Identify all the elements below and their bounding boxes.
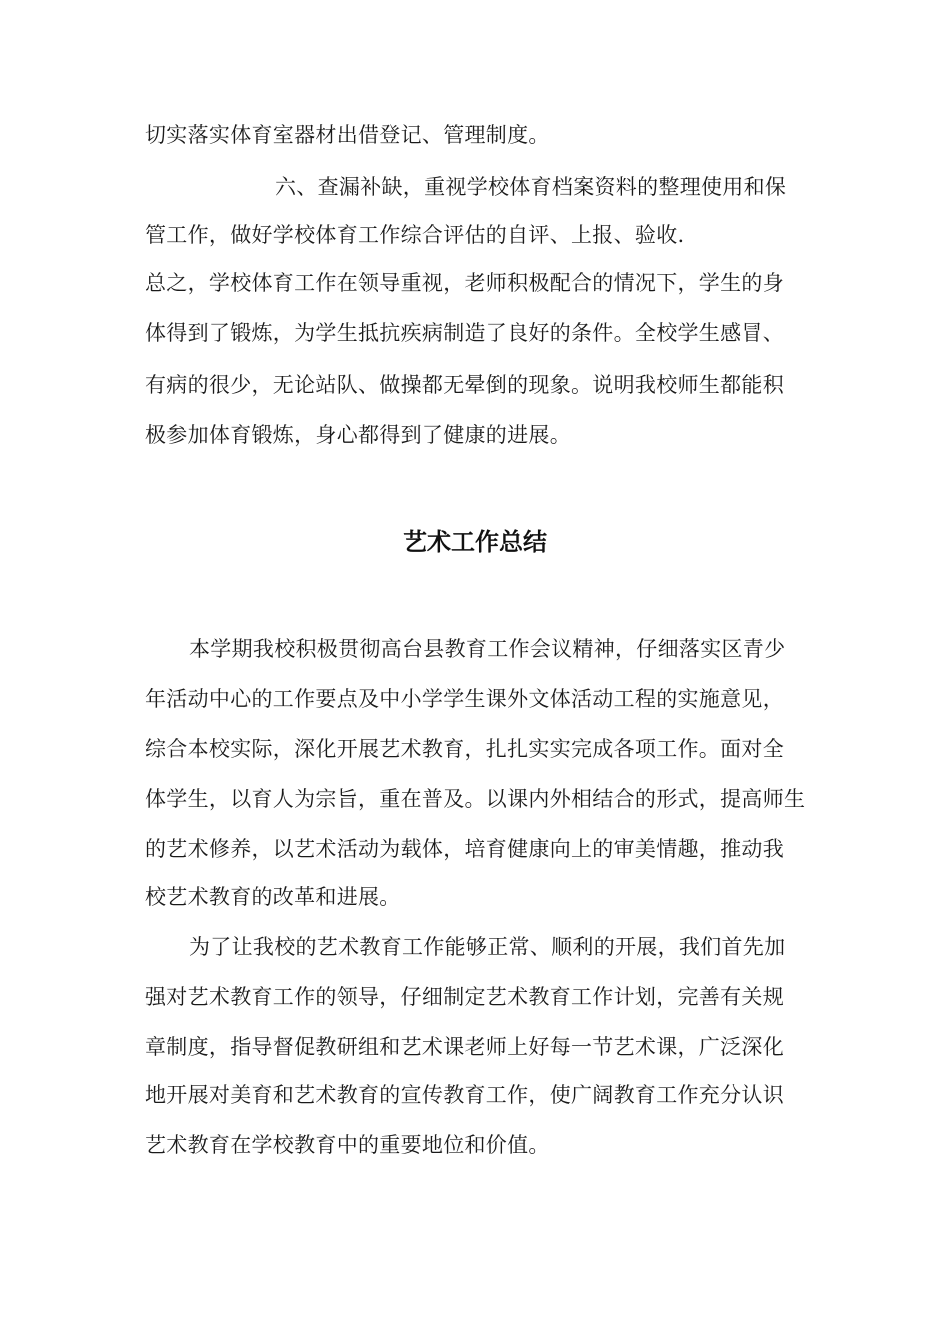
text-line: 总之，学校体育工作在领导重视，老师积极配合的情况下，学生的身 bbox=[145, 271, 784, 295]
text-line: 体学生，以育人为宗旨，重在普及。以课内外相结合的形式，提高师生 bbox=[145, 787, 806, 811]
text-line: 校艺术教育的改革和进展。 bbox=[145, 885, 401, 909]
text-line: 年活动中心的工作要点及中小学学生课外文体活动工程的实施意见， bbox=[145, 687, 784, 711]
text-line: 地开展对美育和艺术教育的宣传教育工作，使广阔教育工作充分认识 bbox=[145, 1083, 784, 1107]
text-line: 六、查漏补缺，重视学校体育档案资料的整理使用和保 bbox=[275, 175, 787, 199]
text-line: 艺术教育在学校教育中的重要地位和价值。 bbox=[145, 1133, 550, 1157]
text-line: 管工作，做好学校体育工作综合评估的自评、上报、验收. bbox=[145, 223, 685, 247]
text-line: 章制度，指导督促教研组和艺术课老师上好每一节艺术课，广泛深化 bbox=[145, 1035, 784, 1059]
text-line: 有病的很少，无论站队、做操都无晕倒的现象。说明我校师生都能积 bbox=[145, 373, 784, 397]
text-line: 体得到了锻炼，为学生抵抗疾病制造了良好的条件。全校学生感冒、 bbox=[145, 321, 784, 345]
text-line: 极参加体育锻炼，身心都得到了健康的进展。 bbox=[145, 423, 571, 447]
text-line: 强对艺术教育工作的领导，仔细制定艺术教育工作计划，完善有关规 bbox=[145, 985, 784, 1009]
text-line: 本学期我校积极贯彻高台县教育工作会议精神，仔细落实区青少 bbox=[189, 637, 786, 661]
text-line: 的艺术修养，以艺术活动为载体，培育健康向上的审美情趣，推动我 bbox=[145, 837, 784, 861]
text-line: 综合本校实际，深化开展艺术教育，扎扎实实完成各项工作。面对全 bbox=[145, 737, 784, 761]
text-line: 切实落实体育室器材出借登记、管理制度。 bbox=[145, 123, 550, 147]
text-line: 为了让我校的艺术教育工作能够正常、顺利的开展，我们首先加 bbox=[189, 935, 786, 959]
section-title: 艺术工作总结 bbox=[403, 528, 547, 556]
